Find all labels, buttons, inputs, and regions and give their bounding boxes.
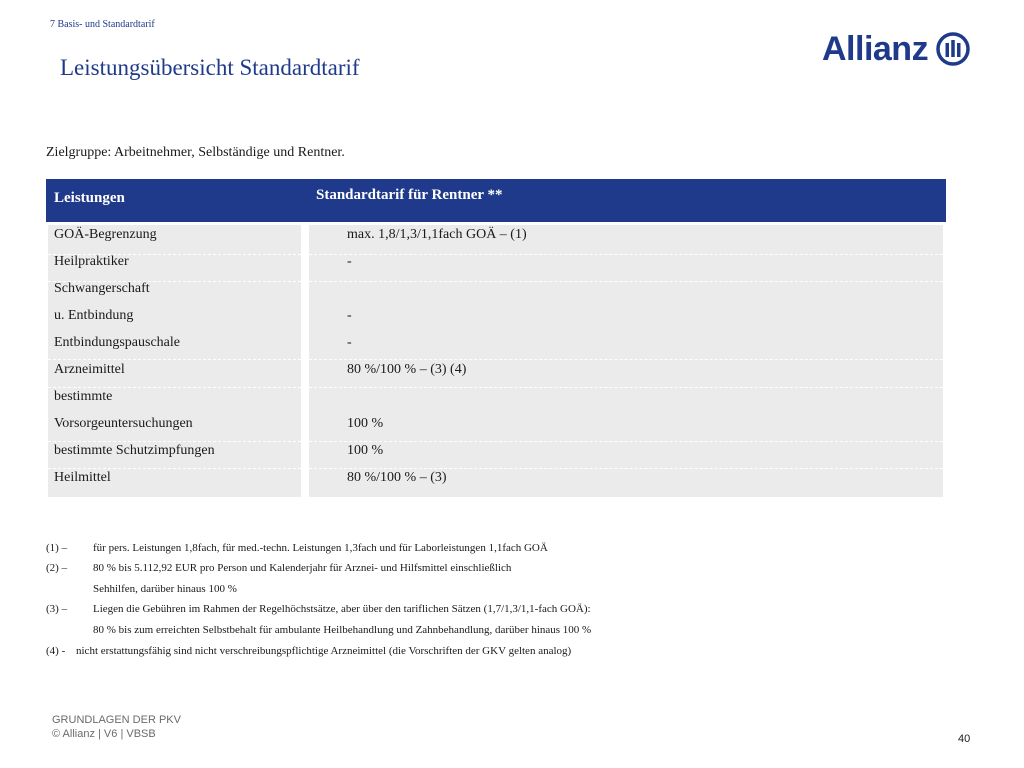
footer-title: GRUNDLAGEN DER PKV: [52, 714, 181, 726]
table-cell: 100 %: [347, 416, 384, 431]
row-divider: [309, 281, 943, 282]
table-cell: GOÄ-Begrenzung: [54, 227, 157, 242]
row-divider: [309, 387, 943, 388]
footer-copyright: © Allianz | V6 | VBSB: [52, 728, 156, 740]
table-cell: bestimmte Schutzimpfungen: [54, 443, 215, 458]
table-header: [46, 179, 946, 222]
breadcrumb: 7 Basis- und Standardtarif: [50, 19, 155, 30]
row-divider: [48, 441, 301, 442]
table-cell: Heilmittel: [54, 470, 111, 485]
table-cell: max. 1,8/1,3/1,1fach GOÄ – (1): [347, 227, 527, 242]
allianz-eagle-icon: [936, 32, 970, 66]
footnote-text: für pers. Leistungen 1,8fach, für med.-techn. Leistungen 1,3fach und für Laborleistungen 1,1fach GOÄ: [93, 542, 548, 554]
footnote-label: (2) –: [46, 562, 68, 574]
table-cell: -: [347, 254, 352, 269]
header-cell-tariff: Standardtarif für Rentner **: [316, 187, 503, 203]
footnote-text: nicht erstattungsfähig sind nicht verschreibungspflichtige Arzneimittel (die Vorschriften der GKV gelten analog): [76, 645, 572, 657]
tariff-column-background: [309, 225, 943, 497]
allianz-logo: [822, 26, 982, 72]
row-divider: [309, 441, 943, 442]
row-divider: [48, 387, 301, 388]
table-cell: Heilpraktiker: [54, 254, 129, 269]
header-cell-benefits: Leistungen: [54, 190, 125, 206]
table-cell: u. Entbindung: [54, 308, 134, 323]
footnote-label: (1) –: [46, 542, 68, 554]
row-divider: [309, 359, 943, 360]
footnote-text: Liegen die Gebühren im Rahmen der Regelhöchstsätze, aber über den tariflichen Sätzen (1,7/1,3/1,1-fach GOÄ):: [93, 603, 591, 615]
logo-wordmark: Allianz: [822, 29, 929, 68]
table-cell: Entbindungspauschale: [54, 335, 180, 350]
table-cell: 100 %: [347, 443, 384, 458]
table-cell: -: [347, 335, 352, 350]
footnote-text: 80 % bis zum erreichten Selbstbehalt für ambulante Heilbehandlung und Zahnbehandlung, darüber hinaus 100 %: [93, 624, 592, 636]
footnote-label: (3) –: [46, 603, 68, 615]
table-cell: 80 %/100 % – (3): [347, 470, 447, 485]
page-title: Leistungsübersicht Standardtarif: [60, 55, 360, 80]
page-number: 40: [958, 733, 971, 745]
footnote-text: Sehhilfen, darüber hinaus 100 %: [93, 583, 237, 595]
table-cell: bestimmte: [54, 389, 113, 404]
row-divider: [48, 359, 301, 360]
table-cell: 80 %/100 % – (3) (4): [347, 362, 467, 377]
table-cell: Vorsorgeuntersuchungen: [54, 416, 193, 431]
row-divider: [48, 468, 301, 469]
target-group-text: Zielgruppe: Arbeitnehmer, Selbständige und Rentner.: [46, 145, 345, 160]
table-cell: -: [347, 308, 352, 323]
table-cell: Schwangerschaft: [54, 281, 150, 296]
row-divider: [309, 254, 943, 255]
footnote-label: (4) -: [46, 645, 66, 657]
footnote-text: 80 % bis 5.112,92 EUR pro Person und Kalenderjahr für Arznei- und Hilfsmittel einschließlich: [93, 562, 512, 574]
table-cell: Arzneimittel: [54, 362, 125, 377]
row-divider: [309, 468, 943, 469]
